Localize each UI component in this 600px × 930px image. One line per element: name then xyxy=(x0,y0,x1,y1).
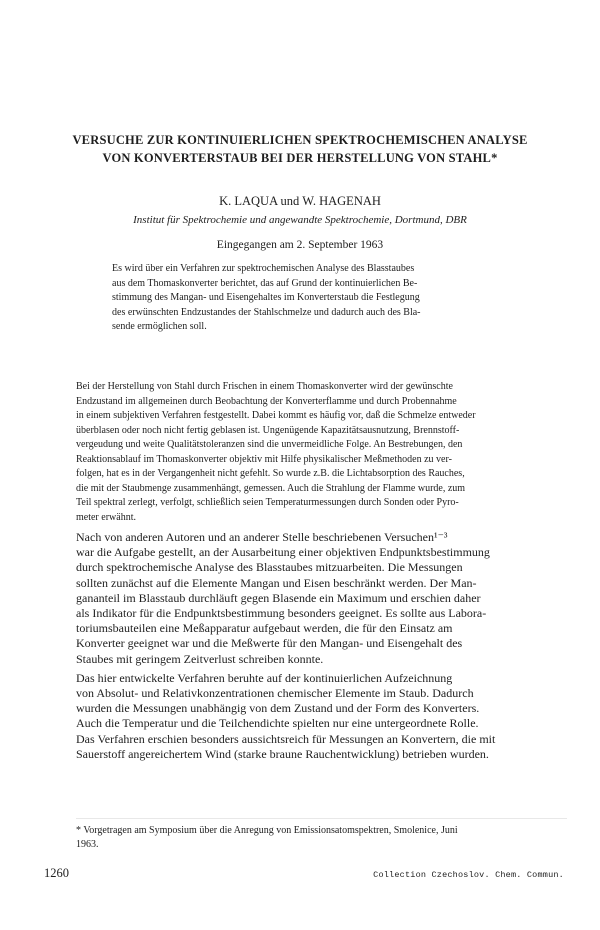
body-paragraph-1 xyxy=(76,530,567,667)
affiliation: Institut für Spektrochemie und angewandte Spektrochemie, Dortmund, DBR xyxy=(133,214,467,226)
footnote-line: * Vorgetragen am Symposium über die Anregung von Emissionsatomspektren, Smolenice, Juni xyxy=(76,825,458,836)
body-line: Das hier entwickelte Verfahren beruhte auf der kontinuierlichen Aufzeichnung xyxy=(76,670,453,685)
abstract-line: stimmung des Mangan- und Eisengehaltes im Konverterstaub die Festlegung xyxy=(112,292,420,304)
body-text xyxy=(76,530,567,762)
title-line-1: VERSUCHE ZUR KONTINUIERLICHEN SPEKTROCHEMISCHEN ANALYSE xyxy=(72,133,528,147)
intro-line: Teil spektral zerlegt, verfolgt, schließlich seien Temperaturmessungen durch Sonden oder Pyro- xyxy=(76,497,459,508)
introduction-paragraph xyxy=(76,380,567,525)
body-line: von Absolut- und Relativkonzentrationen chemischer Elemente im Staub. Dadurch xyxy=(76,686,474,701)
abstract-line: Es wird über ein Verfahren zur spektrochemischen Analyse des Blasstaubes xyxy=(112,263,415,274)
footnote-line: 1963. xyxy=(76,839,99,850)
body-line: wurden die Messungen unabhängig von dem Zustand und der Form des Konverters. xyxy=(76,701,480,716)
received-date: Eingegangen am 2. September 1963 xyxy=(216,239,384,251)
abstract-line: des erwünschten Endzustandes der Stahlschmelze und dadurch auch des Bla- xyxy=(112,306,421,318)
title-line-2: VON KONVERTERSTAUB BEI DER HERSTELLUNG VON STAHL* xyxy=(102,151,498,165)
journal-name: Collection Czechoslov. Chem. Commun. xyxy=(373,870,564,880)
body-line: Nach von anderen Autoren und an anderer Stelle beschriebenen Versuchen¹⁻³ xyxy=(76,530,448,544)
body-line: sollten zunächst auf die Elemente Mangan und Eisen beschränkt werden. Der Man- xyxy=(76,575,477,590)
abstract-line: aus dem Thomaskonverter berichtet, das auf Grund der kontinuierlichen Be- xyxy=(112,277,418,289)
body-paragraph-2 xyxy=(76,671,567,762)
intro-line: vergeudung und weite Qualitätstoleranzen sind die unvermeidliche Folge. An Bestrebungen, den xyxy=(76,439,463,450)
body-line: Konverter geeignet war und die Meßwerte für den Mangan- und Eisengehalt des xyxy=(76,636,463,651)
body-line: toriumsbauteilen eine Meßapparatur aufgebaut werden, die für den Einsatz am xyxy=(76,621,453,636)
body-line: durch spektrochemische Analyse des Blasstaubes mitzuarbeiten. Die Messungen xyxy=(76,560,463,575)
body-line: Staubes mit geringem Zeitverlust schreiben konnte. xyxy=(76,651,324,666)
body-line: war die Aufgabe gestellt, an der Ausarbeitung einer objektiven Endpunktsbestimmung xyxy=(76,545,490,560)
body-line: Das Verfahren erschien besonders aussichtsreich für Messungen an Konvertern, die mit xyxy=(76,731,496,746)
intro-line: Endzustand im allgemeinen durch Beobachtung der Konverterflamme und durch Probennahme xyxy=(76,395,457,407)
intro-line: Reaktionsablauf im Thomaskonverter objektiv mit Hilfe physikalischer Meßmethoden zu ver- xyxy=(76,453,452,465)
abstract xyxy=(112,262,497,335)
authors: K. LAQUA und W. HAGENAH xyxy=(219,194,381,208)
page-number: 1260 xyxy=(44,866,69,880)
body-line: gananteil im Blasstaub durchläuft gegen Blasende ein Maximum und erschien daher xyxy=(76,590,481,605)
intro-line: folgen, hat es in der Vergangenheit nicht gefehlt. So wurde z.B. die Lichtabsorption des Rauches, xyxy=(76,468,465,479)
intro-line: überblasen oder noch nicht fertig geblasen ist. Ungenügende Kapazitätsausnutzung, Brennstoff- xyxy=(76,424,460,436)
intro-line: in einem subjektiven Verfahren festgestellt. Dabei kommt es häufig vor, daß die Schmelze entweder xyxy=(76,410,476,421)
intro-line: Bei der Herstellung von Stahl durch Frischen in einem Thomaskonverter wird der gewünschte xyxy=(76,381,453,392)
footnote xyxy=(76,824,567,852)
body-line: Auch die Temperatur und die Teilchendichte spielten nur eine untergeordnete Rolle. xyxy=(76,716,479,731)
intro-line: die mit der Staubmenge zusammenhängt, gemessen. Auch die Strahlung der Flamme wurde, zum xyxy=(76,482,466,494)
intro-line: meter erwähnt. xyxy=(76,511,136,523)
body-line: als Indikator für die Endpunktsbestimmung besonders geeignet. Es sollte aus Labora- xyxy=(76,606,487,621)
body-line: Sauerstoff angereichertem Wind (starke braune Rauchentwicklung) betrieben wurden. xyxy=(76,746,489,761)
article-title xyxy=(60,131,540,167)
footnote-divider xyxy=(76,818,567,819)
abstract-line: sende ermöglichen soll. xyxy=(112,321,207,333)
